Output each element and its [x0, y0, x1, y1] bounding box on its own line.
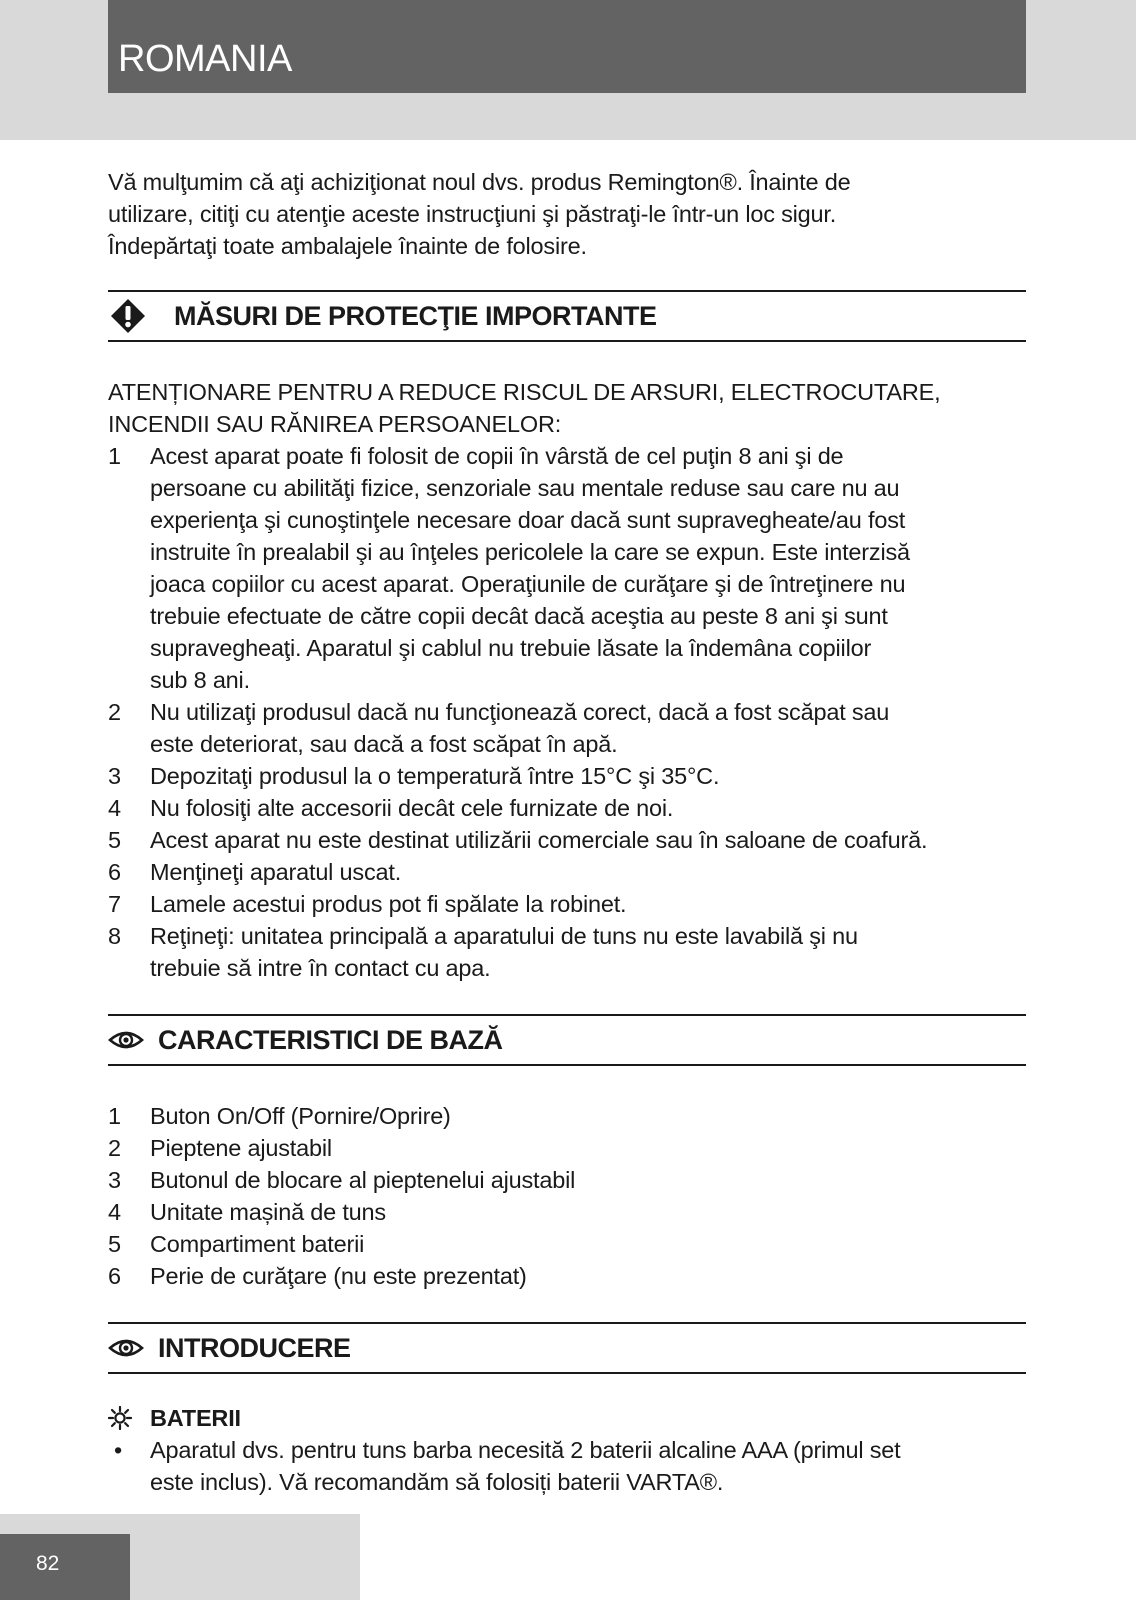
- item-number: 6: [108, 1263, 121, 1289]
- text-line: instruite în prealabil şi au înţeles pericolele la care se expun. Este interzisă: [150, 539, 910, 565]
- text-line: Acest aparat nu este destinat utilizării comerciale sau în saloane de coafură.: [150, 827, 928, 853]
- features-list: [108, 1100, 1026, 1292]
- item-text: Unitate mașină de tuns: [150, 1199, 386, 1225]
- safety-section-header: [108, 290, 1026, 342]
- text-line: Depozitaţi produsul la o temperatură între 15°C şi 35°C.: [150, 763, 720, 789]
- warning-statement: [108, 376, 1026, 440]
- batteries-subheading: [108, 1402, 1026, 1434]
- list-item: [108, 792, 1026, 824]
- text-line: Menţineţi aparatul uscat.: [150, 859, 402, 885]
- item-text: [150, 888, 1026, 920]
- text-line: este deteriorat, sau dacă a fost scăpat în apă.: [150, 731, 618, 757]
- item-number: 5: [108, 1231, 121, 1257]
- text-line: Reţineţi: unitatea principală a aparatului de tuns nu este lavabilă şi nu: [150, 923, 858, 949]
- page-number: 82: [36, 1552, 60, 1575]
- item-text: Buton On/Off (Pornire/Oprire): [150, 1103, 451, 1129]
- list-item: [108, 1228, 1026, 1260]
- spacer: [108, 1292, 1026, 1322]
- item-number: 3: [108, 763, 121, 789]
- list-item: [108, 1434, 1026, 1498]
- page-title: ROMANIA: [118, 38, 292, 80]
- warning-icon: [110, 298, 146, 334]
- item-text: [150, 824, 1026, 856]
- list-item: [108, 856, 1026, 888]
- text-line: Aparatul dvs. pentru tuns barba necesită 2 baterii alcaline AAA (primul set: [150, 1437, 901, 1463]
- item-text: [150, 440, 1026, 696]
- text-line: persoane cu abilităţi fizice, senzoriale sau mentale reduse sau care nu au: [150, 475, 900, 501]
- item-number: 5: [108, 827, 121, 853]
- item-text: Butonul de blocare al pieptenelui ajustabil: [150, 1167, 576, 1193]
- sun-icon: [108, 1406, 150, 1430]
- text-line: Acest aparat poate fi folosit de copii în vârstă de cel puţin 8 ani şi de: [150, 443, 844, 469]
- item-text: Compartiment baterii: [150, 1231, 365, 1257]
- text-line: este inclus). Vă recomandăm să folosiți baterii VARTA®.: [150, 1469, 724, 1495]
- document-body: [108, 166, 1026, 1498]
- list-item: [108, 888, 1026, 920]
- safety-heading: MĂSURI DE PROTECŢIE IMPORTANTE: [174, 301, 657, 331]
- list-item: [108, 1100, 1026, 1132]
- eye-icon: [108, 1330, 144, 1366]
- item-text: Perie de curăţare (nu este prezentat): [150, 1263, 527, 1289]
- item-text: Pieptene ajustabil: [150, 1135, 332, 1161]
- list-item: [108, 696, 1026, 760]
- text-line: experienţa şi cunoştinţele necesare doar dacă sunt supravegheate/au fost: [150, 507, 906, 533]
- list-item: [108, 440, 1026, 696]
- list-item: [108, 1260, 1026, 1292]
- bullet: •: [114, 1437, 123, 1463]
- item-text: [150, 760, 1026, 792]
- introduction-heading: INTRODUCERE: [158, 1333, 351, 1363]
- list-item: [108, 1132, 1026, 1164]
- page-number-box: [0, 1534, 130, 1600]
- item-number: 2: [108, 699, 121, 725]
- features-heading: CARACTERISTICI DE BAZĂ: [158, 1025, 503, 1055]
- text-line: Lamele acestui produs pot fi spălate la robinet.: [150, 891, 627, 917]
- item-text: [150, 920, 1026, 984]
- list-item: [108, 1196, 1026, 1228]
- intro-line: Vă mulţumim că aţi achiziţionat noul dvs. produs Remington®. Înainte de: [108, 169, 851, 195]
- features-section-header: [108, 1014, 1026, 1066]
- warning-line: INCENDII SAU RĂNIREA PERSOANELOR:: [108, 411, 562, 437]
- intro-line: utilizare, citiţi cu atenţie aceste instrucţiuni şi păstraţi-le într-un loc sigur.: [108, 201, 837, 227]
- item-number: 2: [108, 1135, 121, 1161]
- item-number: 1: [108, 443, 121, 469]
- item-number: 4: [108, 1199, 121, 1225]
- text-line: trebuie să intre în contact cu apa.: [150, 955, 491, 981]
- list-item: [108, 760, 1026, 792]
- item-text: [150, 792, 1026, 824]
- text-line: sub 8 ani.: [150, 667, 250, 693]
- item-number: 6: [108, 859, 121, 885]
- item-text: [150, 1434, 900, 1498]
- title-bar: [108, 0, 1026, 93]
- item-text: [150, 696, 1026, 760]
- text-line: supravegheaţi. Aparatul şi cablul nu trebuie lăsate la îndemâna copiilor: [150, 635, 872, 661]
- item-number: 1: [108, 1103, 121, 1129]
- text-line: trebuie efectuate de către copii decât dacă aceştia au peste 8 ani şi sunt: [150, 603, 888, 629]
- warning-line: ATENȚIONARE PENTRU A REDUCE RISCUL DE ARSURI, ELECTROCUTARE,: [108, 379, 941, 405]
- batteries-title: BATERII: [150, 1405, 241, 1431]
- spacer: [108, 984, 1026, 1014]
- eye-icon: [108, 1022, 144, 1058]
- intro-line: Îndepărtaţi toate ambalajele înainte de folosire.: [108, 233, 587, 259]
- list-item: [108, 824, 1026, 856]
- text-line: Nu utilizaţi produsul dacă nu funcţionează corect, dacă a fost scăpat sau: [150, 699, 890, 725]
- intro-paragraph: [108, 166, 1026, 262]
- item-number: 4: [108, 795, 121, 821]
- item-number: 7: [108, 891, 121, 917]
- text-line: joaca copiilor cu acest aparat. Operaţiunile de curăţare şi de întreţinere nu: [150, 571, 906, 597]
- safety-list: [108, 440, 1026, 984]
- list-item: [108, 1164, 1026, 1196]
- text-line: Nu folosiţi alte accesorii decât cele furnizate de noi.: [150, 795, 674, 821]
- introduction-section-header: [108, 1322, 1026, 1374]
- item-text: [150, 856, 1026, 888]
- item-number: 3: [108, 1167, 121, 1193]
- list-item: [108, 920, 1026, 984]
- item-number: 8: [108, 923, 121, 949]
